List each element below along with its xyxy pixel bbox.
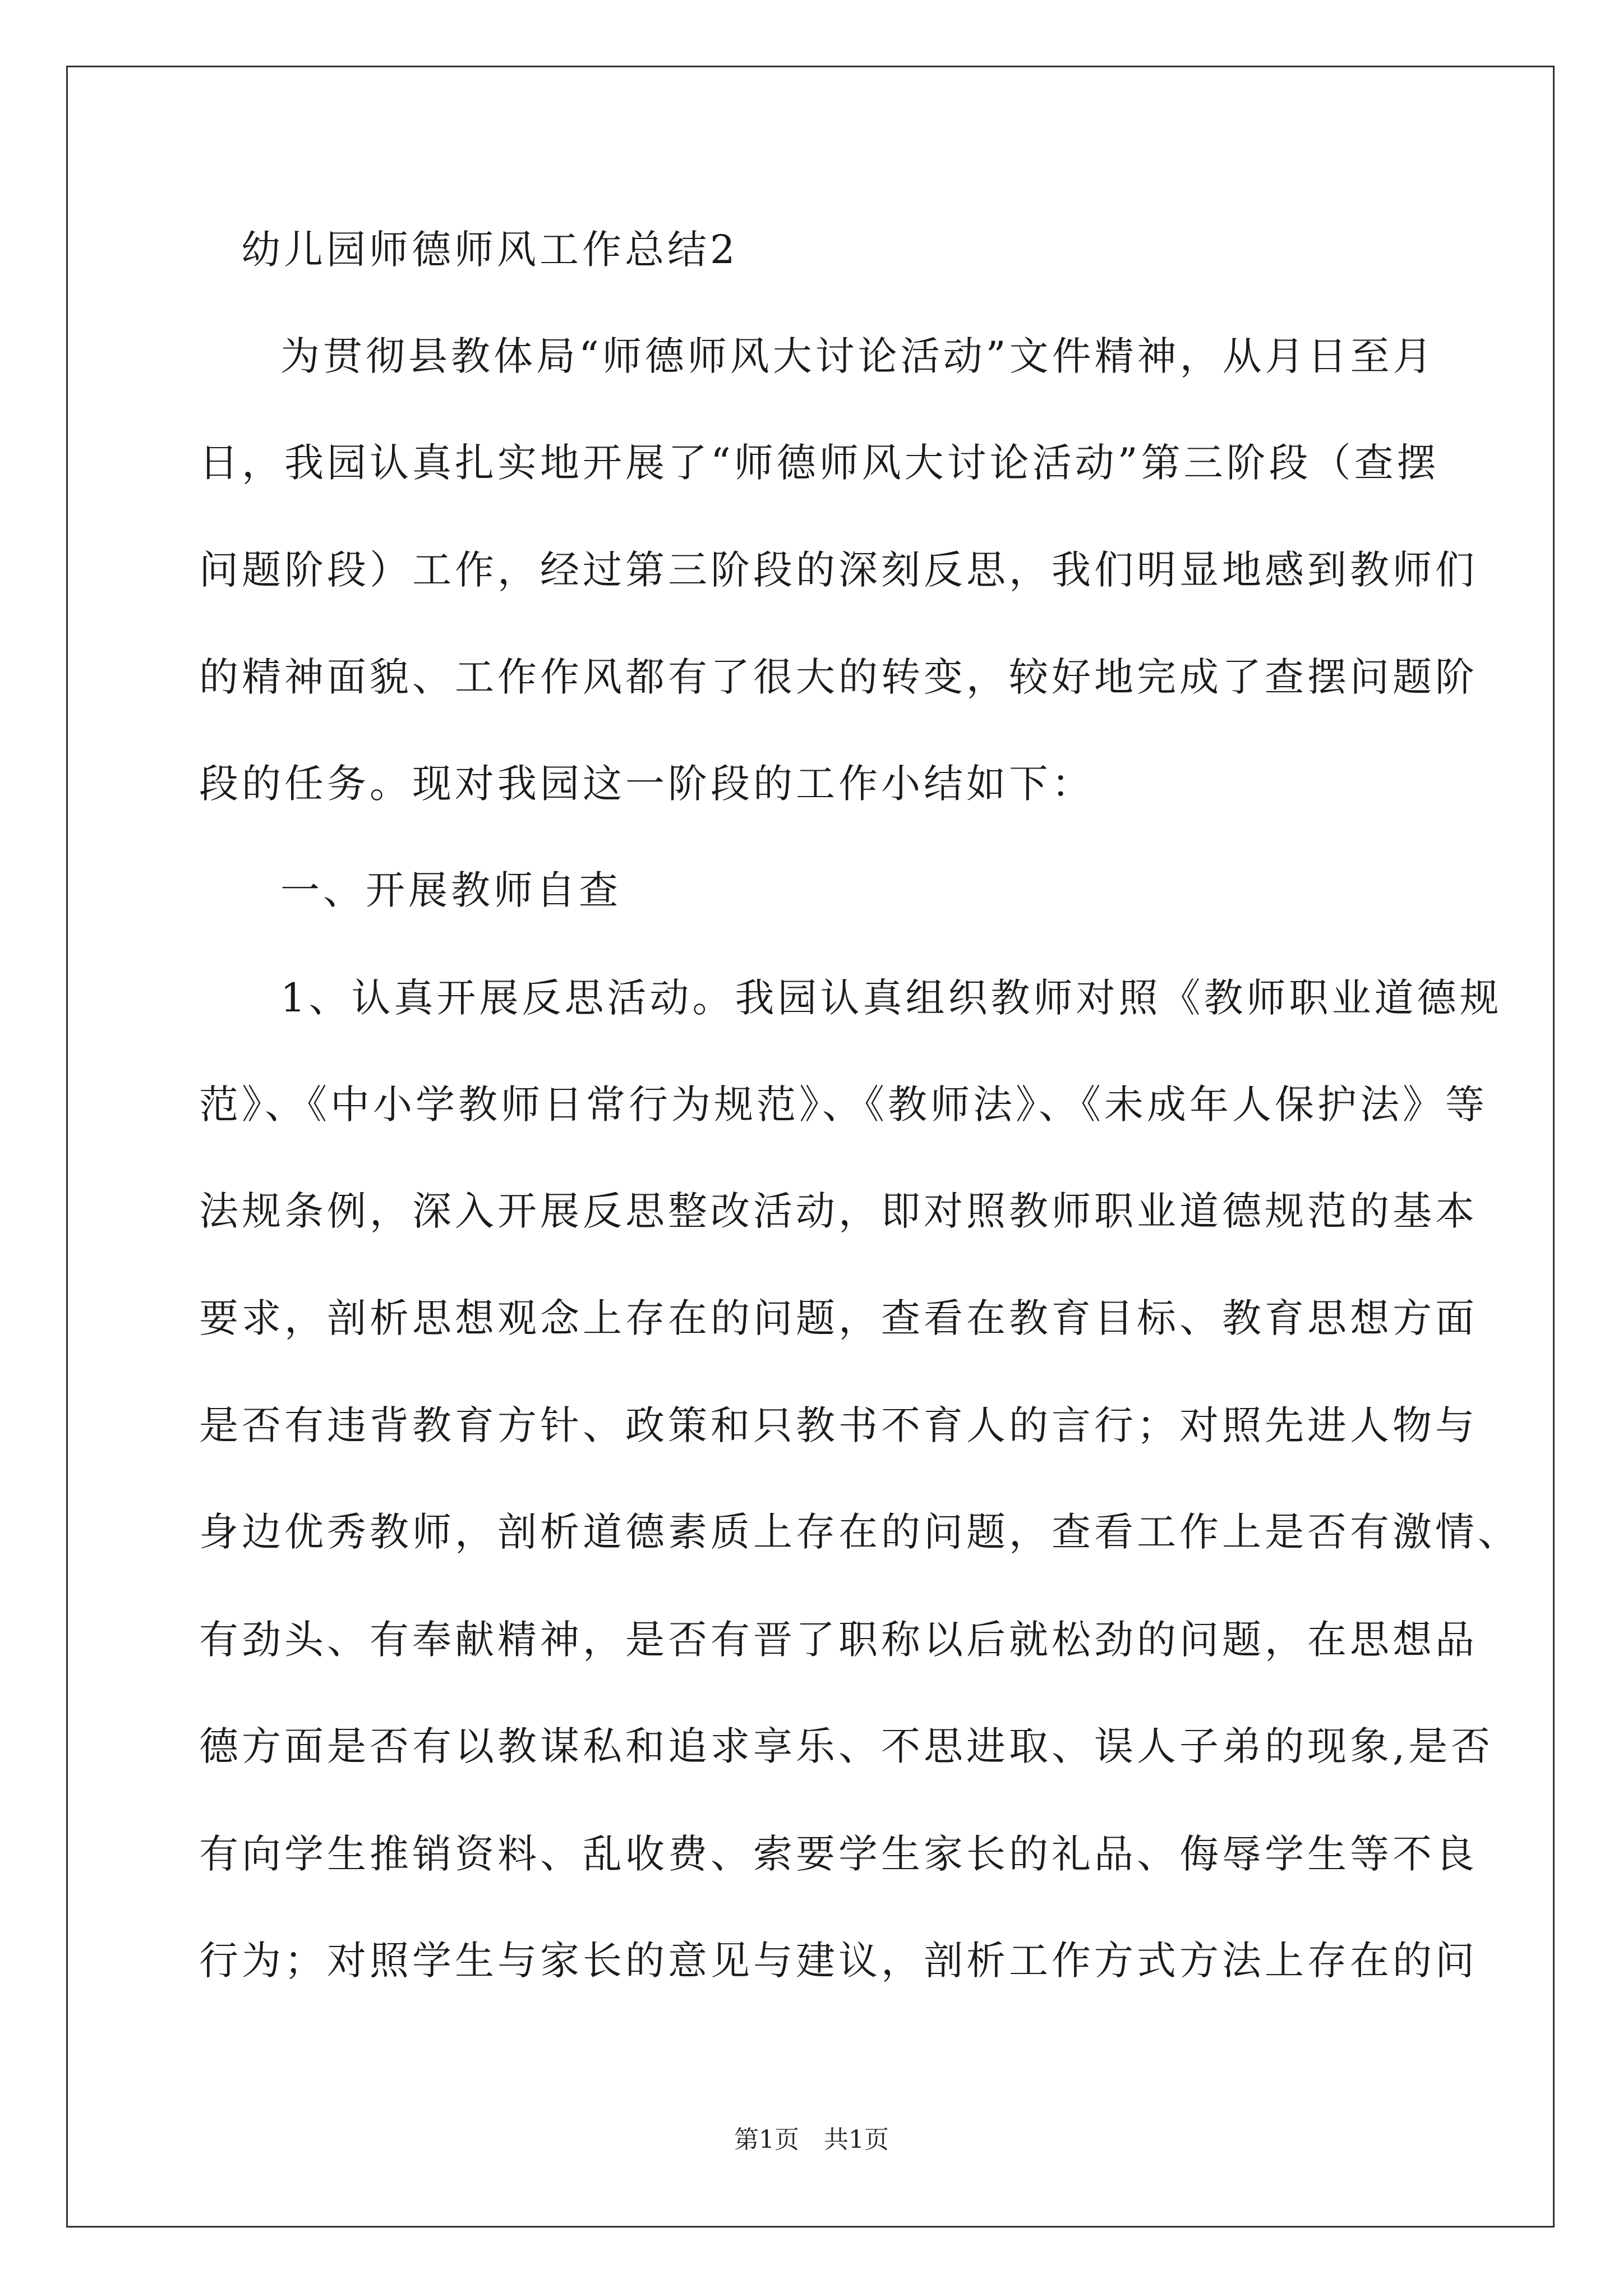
- paragraph-line: 有向学生推销资料、乱收费、索要学生家长的礼品、侮辱学生等不良: [199, 1831, 1478, 1877]
- page-border: [66, 66, 1555, 2228]
- paragraph-line: 段的任务。现对我园这一阶段的工作小结如下：: [199, 761, 1094, 807]
- document-title: 幼儿园师德师风工作总结2: [241, 227, 739, 273]
- paragraph-line: 的精神面貌、工作作风都有了很大的转变，较好地完成了查摆问题阶: [199, 654, 1478, 700]
- paragraph-line: 是否有违背教育方针、政策和只教书不育人的言行；对照先进人物与: [199, 1402, 1478, 1448]
- paragraph-line: 行为；对照学生与家长的意见与建议，剖析工作方式方法上存在的问: [199, 1938, 1478, 1984]
- page-number-footer: 第1页 共1页: [734, 2125, 889, 2154]
- paragraph-line: 身边优秀教师，剖析道德素质上存在的问题，查看工作上是否有激情、: [199, 1509, 1520, 1555]
- paragraph-line: 为贯彻县教体局“师德师风大讨论活动”文件精神，从月日至月: [280, 333, 1436, 379]
- paragraph-line: 有劲头、有奉献精神，是否有晋了职称以后就松劲的问题，在思想品: [199, 1617, 1478, 1663]
- paragraph-line: 问题阶段）工作，经过第三阶段的深刻反思，我们明显地感到教师们: [199, 547, 1478, 593]
- section-heading: 一、开展教师自查: [280, 867, 621, 913]
- paragraph-line: 要求，剖析思想观念上存在的问题，查看在教育目标、教育思想方面: [199, 1295, 1478, 1341]
- paragraph-line: 1、认真开展反思活动。我园认真组织教师对照《教师职业道德规: [280, 975, 1502, 1021]
- paragraph-line: 日，我园认真扎实地开展了“师德师风大讨论活动”第三阶段（查摆: [199, 440, 1440, 486]
- paragraph-line: 德方面是否有以教谋私和追求享乐、不思进取、误人子弟的现象,是否: [199, 1723, 1494, 1769]
- paragraph-line: 范》、《中小学教师日常行为规范》、《教师法》、《未成年人保护法》等: [199, 1082, 1488, 1128]
- paragraph-line: 法规条例，深入开展反思整改活动，即对照教师职业道德规范的基本: [199, 1188, 1478, 1234]
